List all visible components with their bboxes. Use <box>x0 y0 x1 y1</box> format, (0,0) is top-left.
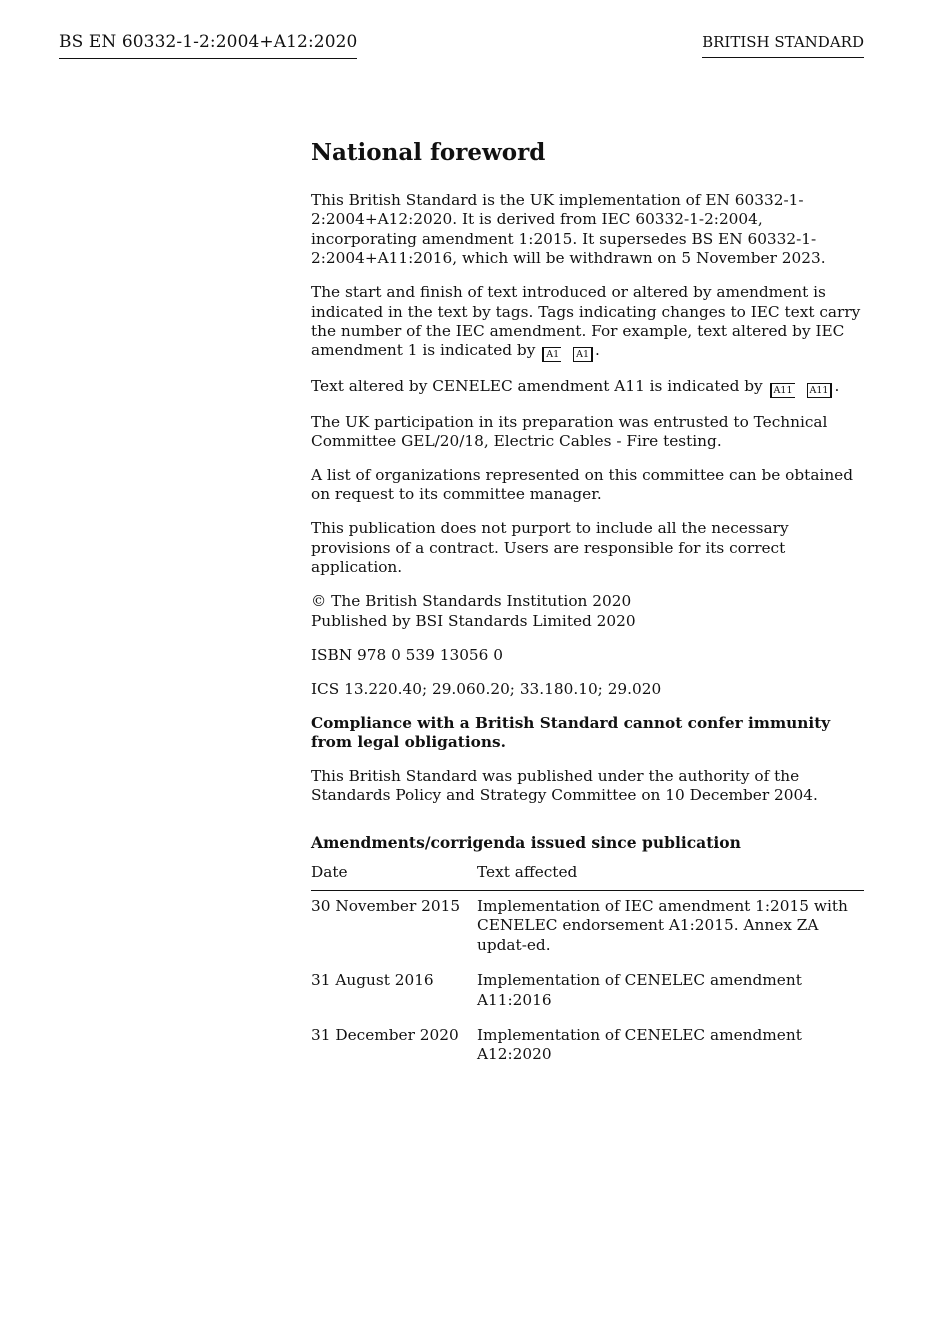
cenelec-close-tag-icon: A11 <box>807 383 833 398</box>
page-title: National foreword <box>311 139 546 166</box>
provisions-paragraph: This publication does not purport to include all the necessary provisions of a contract. Users are responsible for its correct application. <box>311 519 789 577</box>
amendment-close-tag-icon: A1 <box>573 347 593 362</box>
row-date: 30 November 2015 <box>311 896 461 915</box>
copyright-line: © The British Standards Institution 2020 <box>311 592 632 611</box>
document-code: BS EN 60332-1-2:2004+A12:2020 <box>59 31 357 59</box>
cenelec-tags-paragraph <box>311 377 864 398</box>
cenelec-tags-text: Text altered by CENELEC amendment A11 is indicated by <box>311 377 763 396</box>
amendment-tags-paragraph <box>311 283 864 362</box>
committee-paragraph: The UK participation in its preparation was entrusted to Technical Committee GEL/20/18, Electric Cables - Fire testing. <box>311 412 828 451</box>
isbn: ISBN 978 0 539 13056 0 <box>311 645 503 664</box>
ics: ICS 13.220.40; 29.060.20; 33.180.10; 29.020 <box>311 679 662 698</box>
table-row <box>311 1020 864 1075</box>
authority-paragraph: This British Standard was published under the authority of the Standards Policy and Strategy Committee on 10 December 2004. <box>311 767 818 805</box>
row-text: Implementation of CENELEC amendment A12:2020 <box>477 1025 802 1064</box>
compliance-notice: Compliance with a British Standard cannot confer immunity from legal obligations. <box>311 713 831 752</box>
publisher-line: Published by BSI Standards Limited 2020 <box>311 611 636 630</box>
column-header-text: Text affected <box>477 862 864 891</box>
document-type: BRITISH STANDARD <box>702 32 864 58</box>
column-header-date: Date <box>311 862 477 891</box>
table-row <box>311 965 864 1020</box>
cenelec-open-tag-icon: A11 <box>770 383 795 398</box>
row-text: Implementation of IEC amendment 1:2015 with CENELEC endorsement A1:2015. Annex ZA updat-ed. <box>477 896 848 954</box>
amendments-table <box>311 862 864 1075</box>
organizations-paragraph: A list of organizations represented on this committee can be obtained on request to its committee manager. <box>311 466 854 504</box>
row-text: Implementation of CENELEC amendment A11:2016 <box>477 971 802 1009</box>
table-row <box>311 890 864 965</box>
sentence-end: . <box>595 341 600 360</box>
foreword-content <box>311 138 864 1075</box>
copyright-block <box>311 592 864 631</box>
amendment-tags-text: The start and finish of text introduced or altered by amendment is indicated in the text by tags. Tags indicating changes to IEC text carry the number of the IEC amendment. For example, text altered by IEC amendment 1 is indicated by <box>311 283 861 360</box>
amendments-heading: Amendments/corrigenda issued since publication <box>311 832 741 852</box>
row-date: 31 August 2016 <box>311 971 434 990</box>
row-date: 31 December 2020 <box>311 1025 459 1044</box>
implementation-paragraph: This British Standard is the UK implementation of EN 60332-1-2:2004+A12:2020. It is derived from IEC 60332-1-2:2004, incorporating amendment 1:2015. It supersedes BS EN 60332-1-2:2004+A11:2016, which will be withdrawn on 5 November 2023. <box>311 191 826 268</box>
sentence-end: . <box>834 377 840 396</box>
amendment-open-tag-icon: A1 <box>542 347 561 362</box>
table-header-row <box>311 862 864 891</box>
